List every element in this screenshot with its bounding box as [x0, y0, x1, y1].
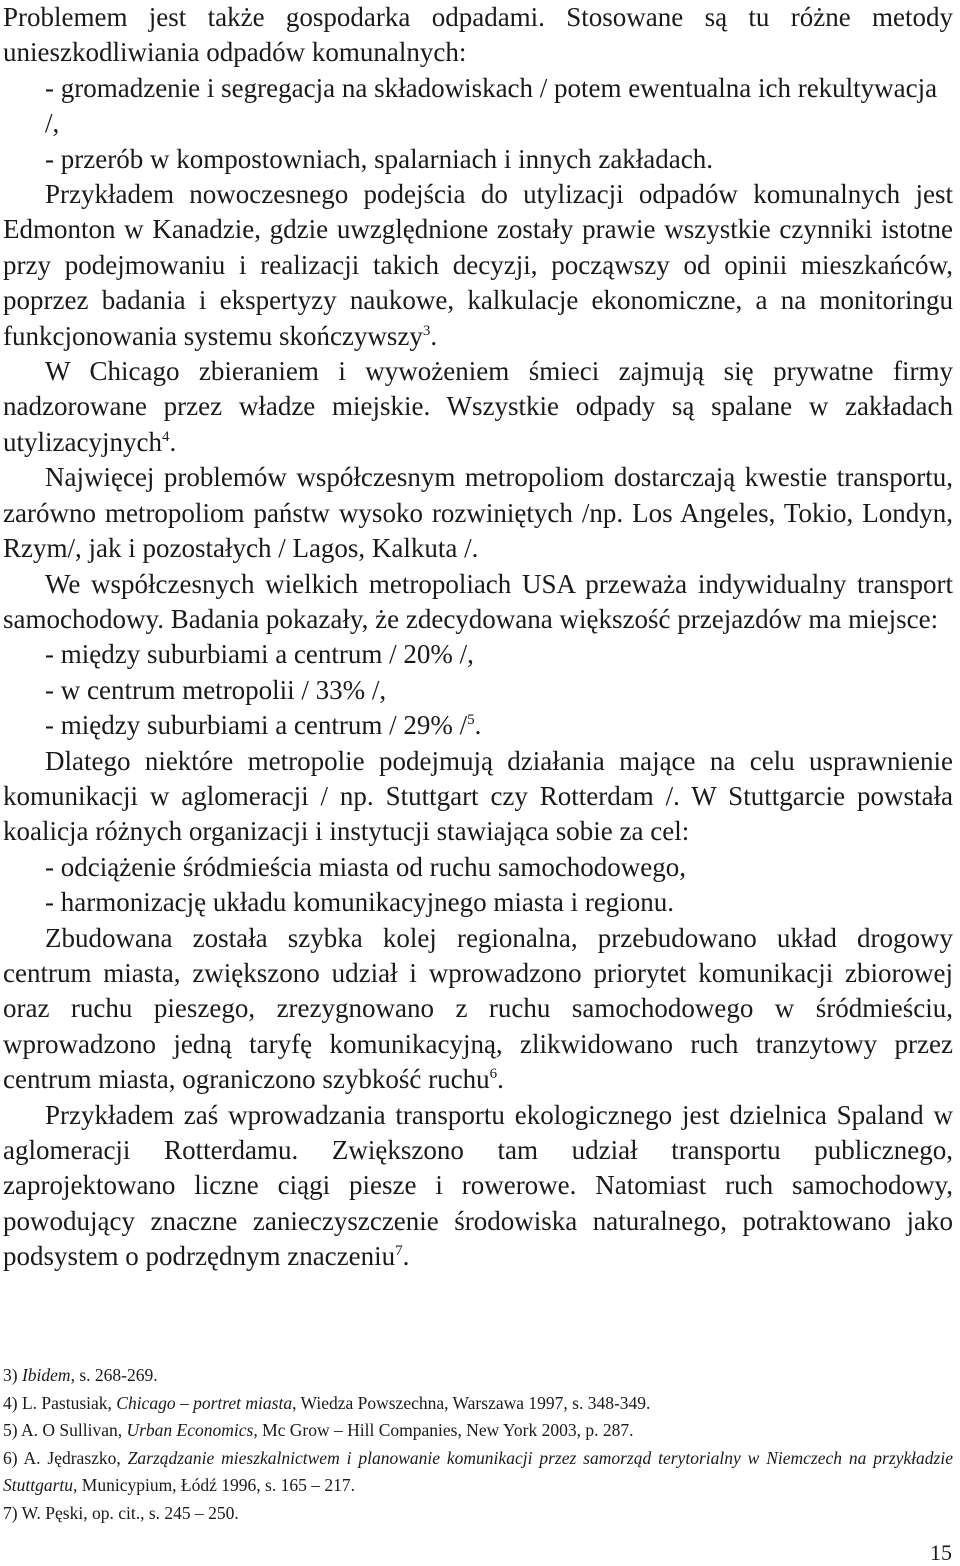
- paragraph-rail: [3, 921, 953, 1098]
- paragraph-chicago: [3, 354, 953, 460]
- list-item: - harmonizację układu komunikacyjnego miasta i regionu.: [45, 887, 675, 918]
- footnote-7: [3, 1500, 953, 1528]
- list-item: - w centrum metropolii / 33% /,: [45, 674, 387, 705]
- footnote-title: Zarządzanie mieszkalnictwem i planowanie komunikacji przez samorząd terytorialny w Niemczech na przykładzie Stuttgartu: [3, 1447, 953, 1495]
- footnote-rest: , Municypium, Łódź 1996, s. 165 – 217.: [73, 1475, 355, 1495]
- footnote-4: [3, 1390, 953, 1418]
- footnote-title: Urban Economics: [126, 1420, 254, 1440]
- paragraph-end: .: [169, 426, 177, 457]
- paragraph-text: W Chicago zbieraniem i wywożeniem śmieci zajmują się prywatne firmy nadzorowane przez władze miejskie. Wszystkie odpady są spalane w zakładach utylizacyjnych: [3, 356, 953, 457]
- page-number: 15: [930, 1540, 952, 1565]
- footnote-prefix: 7) W. Pęski, op. cit., s. 245 – 250.: [3, 1502, 239, 1523]
- list-item: - odciążenie śródmieścia miasta od ruchu samochodowego,: [45, 851, 687, 882]
- paragraph-text: Zbudowana została szybka kolej regionalna, przebudowano układ drogowy centrum miasta, zwiększono udział i wprowadzono priorytet komunikacji zbiorowej oraz ruchu pieszego, zrezygnowano z ruchu samochodowego w śródmieściu, wprowadzono jedną taryfę komunikacyjną, zlikwidowano ruch tranzytowy przez centrum miasta, ograniczono szybkość ruchu: [3, 922, 953, 1095]
- paragraph-text: Przykładem nowoczesnego podejścia do utylizacji odpadów komunalnych jest Edmonton w Kanadzie, gdzie uwzględnione zostały prawie wszystkie czynniki istotne przy podejmowaniu i realizacji takich decyzji, począwszy od opinii mieszkańców, poprzez badania i ekspertyzy naukowe, kalkulacje ekonomiczne, a na monitoringu funkcjonowania systemu skończywszy: [3, 179, 953, 351]
- list-item-end: .: [474, 710, 482, 741]
- footnote-rest: , Mc Grow – Hill Companies, New York 2003, p. 287.: [253, 1420, 634, 1440]
- footnote-prefix: 4) L. Pastusiak,: [3, 1392, 117, 1413]
- paragraph-edmonton: [3, 177, 953, 354]
- paragraph-text: Przykładem zaś wprowadzania transportu ekologicznego jest dzielnica Spaland w aglomeracji Rotterdamu. Zwiększono tam udział transportu publicznego, zaprojektowano liczne ciągi piesze i rowerowe. Natomiast ruch samochodowy, powodujący znaczne zanieczyszczenie środowiska naturalnego, potraktowano jako podsystem o podrzędnym znaczeniu: [3, 1099, 953, 1272]
- footnote-ref: 6: [489, 1066, 498, 1083]
- paragraph-end: .: [497, 1064, 504, 1095]
- footnote-5: [3, 1417, 953, 1445]
- footnote-prefix: 3): [3, 1365, 22, 1385]
- footnote-prefix: 6) A. Jędraszko,: [3, 1447, 128, 1468]
- footnote-ref: 3: [422, 322, 431, 339]
- footnote-ref: 4: [161, 428, 170, 445]
- footnote-ref: 5: [467, 712, 475, 729]
- footnote-rest: , s. 268-269.: [70, 1365, 158, 1385]
- paragraph-spaland: [3, 1098, 953, 1275]
- paragraph-waste-intro: Problemem jest także gospodarka odpadami. Stosowane są tu różne metody unieszkodliwiania odpadów komunalnych:: [3, 2, 953, 68]
- footnotes: [3, 1362, 953, 1527]
- footnote-ref: 7: [395, 1243, 403, 1260]
- footnote-prefix: 5) A. O Sullivan,: [3, 1420, 127, 1440]
- list-item: - przerób w kompostowniach, spalarniach i innych zakładach.: [45, 143, 714, 174]
- paragraph-end: .: [402, 1241, 410, 1272]
- footnote-rest: , Wiedza Powszechna, Warszawa 1997, s. 348-349.: [292, 1392, 651, 1413]
- list-item: [3, 708, 953, 743]
- list-item: - gromadzenie i segregacja na składowiskach / potem ewentualna ich rekultywacja /,: [45, 72, 938, 139]
- list-item: - między suburbiami a centrum / 20% /,: [45, 639, 474, 670]
- paragraph-transport: Najwięcej problemów współczesnym metropoliom dostarczają kwestie transportu, zarówno metropoliom państw wysoko rozwiniętych /np. Los Angeles, Tokio, Londyn, Rzym/, jak i pozostałych / Lagos, Kalkuta /.: [3, 462, 953, 564]
- footnote-title: Ibidem: [21, 1365, 71, 1385]
- paragraph-stuttgart: Dlatego niektóre metropolie podejmują działania mające na celu usprawnienie komunikacji w aglomeracji / np. Stuttgart czy Rotterdam /. W Stuttgarcie powstała koalicja różnych organizacji i instytucji stawiająca sobie za cel:: [3, 745, 953, 847]
- footnote-title: Chicago – portret miasta: [116, 1392, 293, 1413]
- paragraph-end: .: [430, 320, 438, 351]
- main-text: [3, 0, 953, 1275]
- footnote-6: [3, 1445, 953, 1500]
- list-item-text: - między suburbiami a centrum / 29% /: [45, 710, 468, 741]
- footnote-3: [3, 1362, 953, 1390]
- paragraph-usa: We współczesnych wielkich metropoliach USA przeważa indywidualny transport samochodowy. Badania pokazały, że zdecydowana większość przejazdów ma miejsce:: [3, 568, 953, 634]
